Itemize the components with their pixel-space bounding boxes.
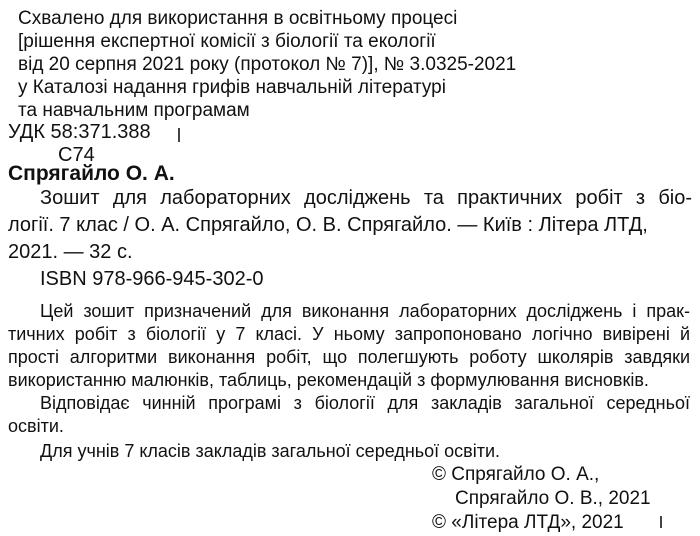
scan-mark-bottom xyxy=(660,516,662,528)
abstract-line-5: Відповідає чинній програмі з біології для закладів загальної середньої xyxy=(40,393,690,413)
abstract-line-4: використанню малюнків, таблиць, рекомендацій з формулювання висновків. xyxy=(8,370,649,390)
approval-line-5: та навчальним програмам xyxy=(18,100,250,121)
approval-line-1: Схвалено для використання в освітньому процесі xyxy=(18,8,458,29)
approval-line-4: у Каталозі надання грифів навчальній літературі xyxy=(18,77,446,98)
isbn: ISBN 978-966-945-302-0 xyxy=(40,268,264,290)
author-name: Спрягайло О. А. xyxy=(8,162,175,185)
bibliographic-line-2: логії. 7 клас / О. А. Спрягайло, О. В. Спрягайло. — Київ : Літера ЛТД, xyxy=(8,214,648,236)
bibliographic-line-3: 2021. — 32 с. xyxy=(8,241,133,263)
author-index: С74 xyxy=(58,144,95,166)
abstract-line-3: прості алгоритми виконання робіт, що полегшують роботу школярів завдяки xyxy=(8,347,690,367)
abstract-line-6: освіти. xyxy=(8,416,64,436)
bibliographic-line-1: Зошит для лабораторних досліджень та практичних робіт з біо- xyxy=(40,187,692,209)
approval-line-2: [рішення експертної комісії з біології та екології xyxy=(18,31,436,52)
abstract-line-2: тичних робіт з біології у 7 класі. У ньому запропоновано логічно вивірені й xyxy=(8,324,690,344)
copyright-line-1: © Спрягайло О. А., xyxy=(432,464,600,485)
udk-code: УДК 58:371.388 xyxy=(8,121,151,143)
abstract-line-1: Цей зошит призначений для виконання лабораторних досліджень і прак- xyxy=(40,301,690,321)
copyright-line-3: © «Літера ЛТД», 2021 xyxy=(432,512,624,533)
approval-line-3: від 20 серпня 2021 року (протокол № 7)], № 3.0325-2021 xyxy=(18,54,517,75)
copyright-line-2: Спрягайло О. В., 2021 xyxy=(455,488,651,509)
audience-note: Для учнів 7 класів закладів загальної середньої освіти. xyxy=(40,441,501,461)
scan-mark xyxy=(178,128,180,142)
